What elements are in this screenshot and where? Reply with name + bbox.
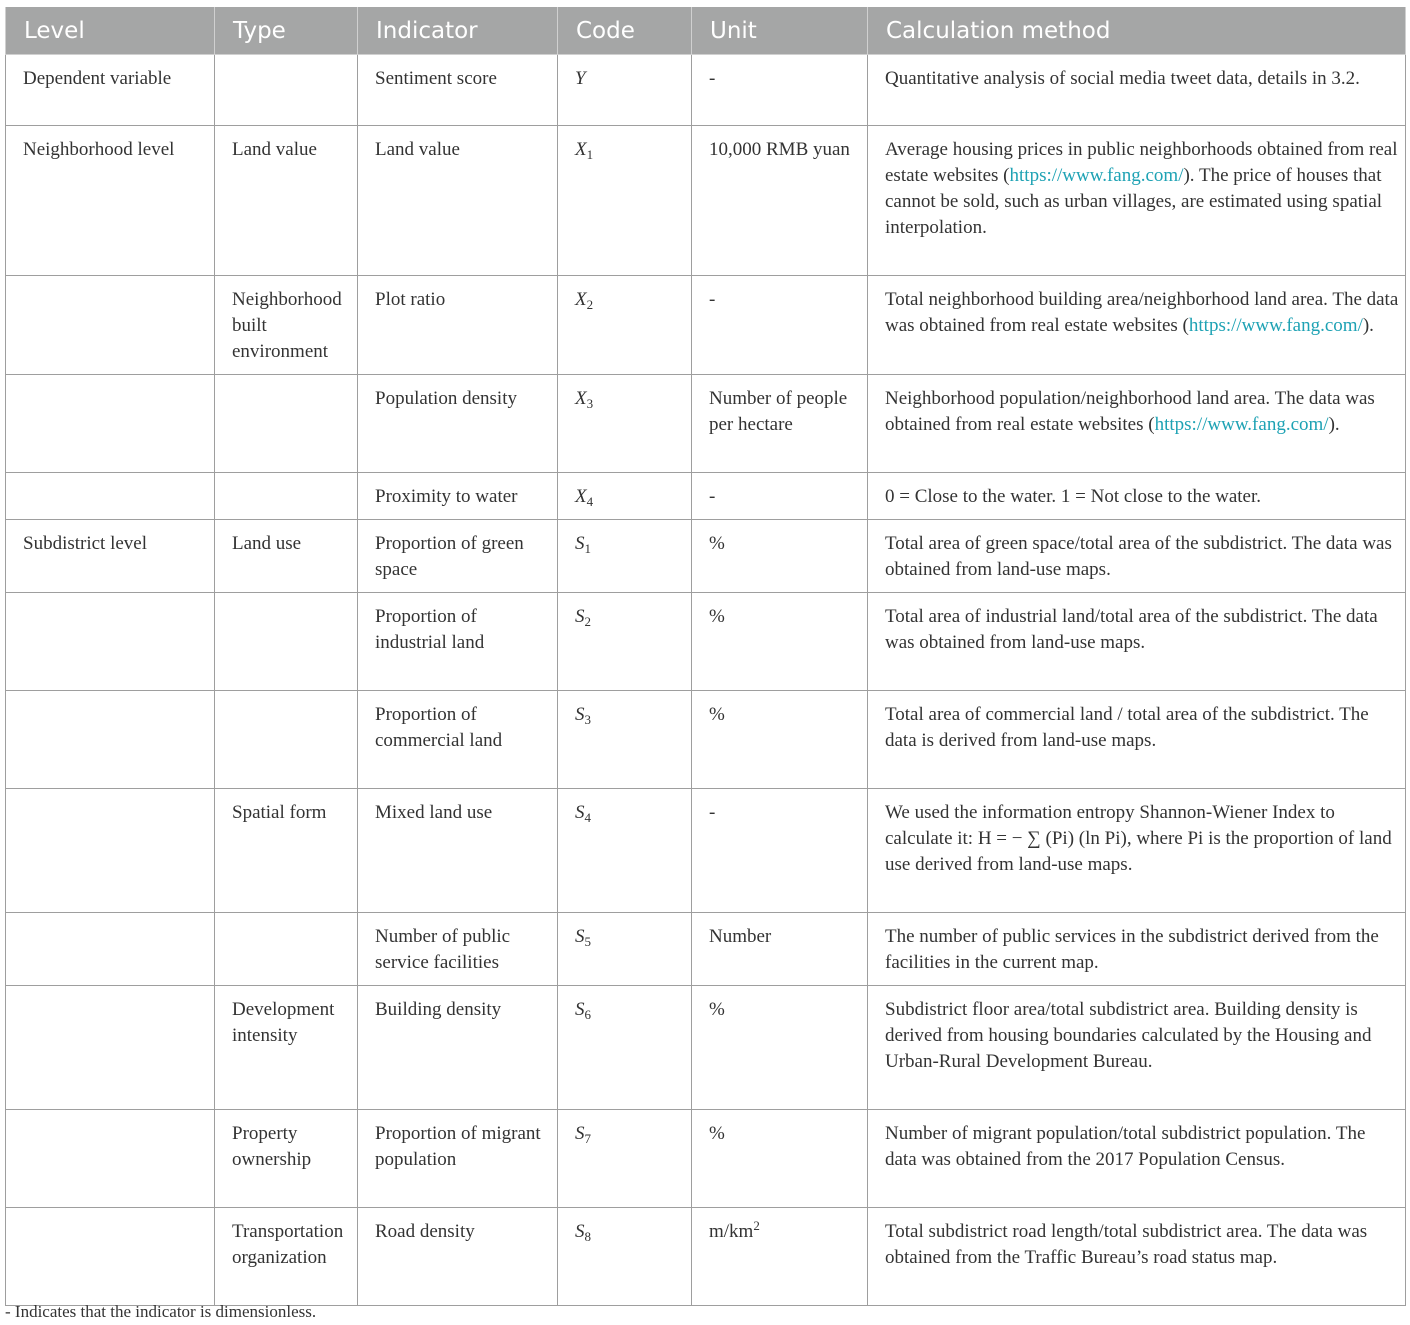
cell-calculation-method	[868, 691, 1406, 789]
header-indicator: Indicator	[358, 7, 558, 55]
cell-code	[558, 375, 692, 473]
table-footnote: - Indicates that the indicator is dimensionless.	[5, 1302, 317, 1321]
cell-calculation-method	[868, 593, 1406, 691]
cell-calculation-method	[868, 473, 1406, 520]
cell-unit	[692, 593, 868, 691]
table-row	[6, 789, 1406, 913]
cell-level	[6, 986, 215, 1110]
table-row	[6, 593, 1406, 691]
method-link[interactable]: https://www.fang.com/	[1188, 315, 1363, 336]
header-level: Level	[6, 7, 215, 55]
method-text: Total area of industrial land/total area of the subdistrict. The data was obtained from land-use maps.	[885, 606, 1378, 653]
code-symbol: X	[575, 139, 587, 160]
header-calculation-method: Calculation method	[868, 7, 1406, 55]
cell-type	[215, 691, 358, 789]
unit-text: Number of people per hectare	[709, 388, 848, 435]
code-subscript: 1	[586, 147, 594, 162]
method-text: Total area of green space/total area of the subdistrict. The data was obtained from land-use maps.	[885, 533, 1392, 580]
method-link[interactable]: https://www.fang.com/	[1009, 165, 1184, 186]
cell-indicator: Sentiment score	[358, 55, 558, 126]
cell-unit	[692, 55, 868, 126]
table-row	[6, 55, 1406, 126]
cell-level	[6, 789, 215, 913]
cell-unit	[692, 913, 868, 986]
cell-indicator: Proportion of migrant population	[358, 1110, 558, 1208]
cell-type	[215, 375, 358, 473]
cell-calculation-method	[868, 1110, 1406, 1208]
cell-calculation-method	[868, 55, 1406, 126]
code-subscript: 6	[584, 1007, 591, 1022]
code-symbol: S	[575, 533, 585, 554]
code-subscript: 5	[584, 934, 591, 949]
method-text-end: ).	[1328, 414, 1340, 435]
cell-code	[558, 789, 692, 913]
unit-text: %	[709, 999, 725, 1020]
cell-indicator: Mixed land use	[358, 789, 558, 913]
header-type: Type	[215, 7, 358, 55]
code-symbol: S	[575, 926, 585, 947]
method-text: The number of public services in the subdistrict derived from the facilities in the current map.	[885, 926, 1379, 973]
table-row	[6, 1110, 1406, 1208]
cell-unit	[692, 986, 868, 1110]
cell-code	[558, 55, 692, 126]
code-symbol: S	[575, 1221, 585, 1242]
table-row	[6, 691, 1406, 789]
table-row	[6, 1208, 1406, 1306]
header-row	[6, 7, 1406, 55]
method-text: Total neighborhood building area/neighborhood land area. The data was obtained from real estate websites (	[885, 289, 1399, 336]
cell-code	[558, 1110, 692, 1208]
unit-text: -	[709, 486, 716, 507]
cell-unit	[692, 126, 868, 276]
header-unit: Unit	[692, 7, 868, 55]
code-symbol: X	[575, 486, 587, 507]
method-text: Number of migrant population/total subdistrict population. The data was obtained from the 2017 Population Census.	[885, 1123, 1366, 1170]
code-subscript: 2	[586, 297, 594, 312]
method-text: We used the information entropy Shannon-Wiener Index to calculate it: H = − ∑ (Pi) (ln Pi), where Pi is the proportion of land use derived from land-use maps.	[885, 802, 1392, 875]
cell-indicator: Road density	[358, 1208, 558, 1306]
method-text: 0 = Close to the water. 1 = Not close to the water.	[885, 486, 1262, 507]
unit-text: -	[709, 802, 716, 823]
code-subscript: 1	[584, 541, 591, 556]
method-link[interactable]: https://www.fang.com/	[1154, 414, 1329, 435]
cell-unit	[692, 375, 868, 473]
header-code: Code	[558, 7, 692, 55]
method-text: Quantitative analysis of social media tweet data, details in 3.2.	[885, 68, 1360, 89]
cell-unit	[692, 691, 868, 789]
cell-calculation-method	[868, 126, 1406, 276]
code-symbol: S	[575, 606, 585, 627]
cell-indicator: Population density	[358, 375, 558, 473]
cell-code	[558, 473, 692, 520]
cell-level: Dependent variable	[6, 55, 215, 126]
cell-type: Neighborhood built environment	[215, 276, 358, 375]
cell-type: Land value	[215, 126, 358, 276]
cell-type: Property ownership	[215, 1110, 358, 1208]
code-symbol: S	[575, 1123, 585, 1144]
code-symbol: X	[575, 388, 587, 409]
method-text: Total subdistrict road length/total subdistrict area. The data was obtained from the Traffic Bureau’s road status map.	[885, 1221, 1368, 1268]
cell-calculation-method	[868, 789, 1406, 913]
table-row	[6, 375, 1406, 473]
unit-text: %	[709, 704, 725, 725]
cell-level: Neighborhood level	[6, 126, 215, 276]
unit-text: m/km	[709, 1221, 754, 1242]
cell-calculation-method	[868, 986, 1406, 1110]
cell-code	[558, 691, 692, 789]
cell-type	[215, 473, 358, 520]
cell-calculation-method	[868, 375, 1406, 473]
cell-level	[6, 473, 215, 520]
method-text: Neighborhood population/neighborhood land area. The data was obtained from real estate websites (	[885, 388, 1375, 435]
cell-level	[6, 1110, 215, 1208]
unit-text: %	[709, 533, 725, 554]
table-row	[6, 986, 1406, 1110]
method-text-end: ).	[1362, 315, 1374, 336]
code-symbol: S	[575, 802, 585, 823]
cell-indicator: Proportion of green space	[358, 520, 558, 593]
cell-level	[6, 913, 215, 986]
cell-type	[215, 913, 358, 986]
cell-unit	[692, 520, 868, 593]
cell-calculation-method	[868, 276, 1406, 375]
cell-indicator: Land value	[358, 126, 558, 276]
unit-text: %	[709, 1123, 725, 1144]
cell-type: Development intensity	[215, 986, 358, 1110]
cell-unit	[692, 1208, 868, 1306]
cell-indicator: Proportion of industrial land	[358, 593, 558, 691]
code-subscript: 8	[584, 1229, 591, 1244]
unit-text: -	[709, 68, 716, 89]
cell-level: Subdistrict level	[6, 520, 215, 593]
method-text: Average housing prices in public neighborhoods obtained from real estate websites (	[885, 139, 1398, 186]
method-text-end: ). The price of houses that cannot be sold, such as urban villages, are estimated using spatial interpolation.	[885, 165, 1383, 238]
unit-text: %	[709, 606, 725, 627]
table-row	[6, 126, 1406, 276]
table-row	[6, 913, 1406, 986]
cell-code	[558, 986, 692, 1110]
cell-type: Land use	[215, 520, 358, 593]
table-row	[6, 520, 1406, 593]
cell-indicator: Proportion of commercial land	[358, 691, 558, 789]
cell-unit	[692, 276, 868, 375]
cell-unit	[692, 789, 868, 913]
table-row	[6, 473, 1406, 520]
cell-level	[6, 375, 215, 473]
cell-unit	[692, 473, 868, 520]
code-symbol: Y	[575, 68, 586, 89]
cell-type	[215, 593, 358, 691]
code-symbol: X	[575, 289, 587, 310]
cell-type: Transportation organization	[215, 1208, 358, 1306]
table-container	[5, 7, 1405, 1306]
code-subscript: 4	[586, 494, 594, 509]
unit-superscript: 2	[753, 1218, 760, 1233]
cell-code	[558, 126, 692, 276]
cell-level	[6, 593, 215, 691]
cell-type: Spatial form	[215, 789, 358, 913]
cell-calculation-method	[868, 913, 1406, 986]
cell-calculation-method	[868, 520, 1406, 593]
code-subscript: 4	[584, 810, 591, 825]
cell-level	[6, 691, 215, 789]
code-subscript: 3	[584, 712, 591, 727]
indicator-table	[5, 7, 1406, 1306]
table-row	[6, 276, 1406, 375]
unit-text: Number	[709, 926, 772, 947]
code-symbol: S	[575, 999, 585, 1020]
cell-level	[6, 276, 215, 375]
code-subscript: 2	[584, 614, 591, 629]
cell-code	[558, 593, 692, 691]
cell-code	[558, 276, 692, 375]
cell-indicator: Proximity to water	[358, 473, 558, 520]
method-text: Subdistrict floor area/total subdistrict area. Building density is derived from housing boundaries calculated by the Housing and Urban-Rural Development Bureau.	[885, 999, 1372, 1072]
cell-code	[558, 913, 692, 986]
cell-indicator: Plot ratio	[358, 276, 558, 375]
cell-unit	[692, 1110, 868, 1208]
cell-indicator: Number of public service facilities	[358, 913, 558, 986]
code-subscript: 7	[584, 1131, 591, 1146]
cell-indicator: Building density	[358, 986, 558, 1110]
method-text: Total area of commercial land / total area of the subdistrict. The data is derived from land-use maps.	[885, 704, 1369, 751]
code-subscript: 3	[586, 396, 594, 411]
unit-text: -	[709, 289, 716, 310]
cell-type	[215, 55, 358, 126]
cell-code	[558, 1208, 692, 1306]
code-symbol: S	[575, 704, 585, 725]
cell-code	[558, 520, 692, 593]
cell-calculation-method	[868, 1208, 1406, 1306]
cell-level	[6, 1208, 215, 1306]
unit-text: 10,000 RMB yuan	[709, 139, 850, 160]
